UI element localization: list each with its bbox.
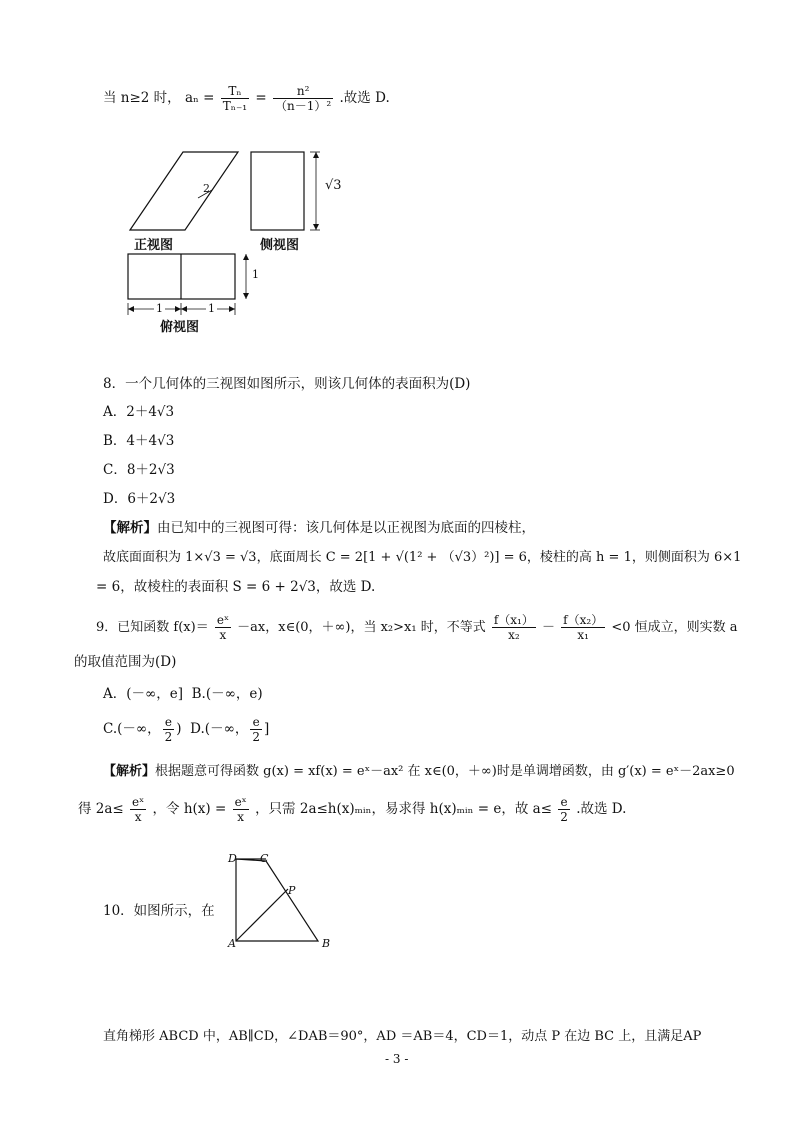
q8-option-d: D．6＋2√3 [103,491,176,507]
point-label-a: A [228,937,236,950]
q8-analysis-line2: 故底面面积为 1×√3 = √3，底面周长 C = 2[1 + √(1² + （√3）²)] = 6，棱柱的高 h = 1，则侧面积为 6×1 [103,550,742,565]
q10-stem-line2: 直角梯形 ABCD 中，AB∥CD，∠DAB＝90°，AD ＝AB＝4，CD＝1，动点 P 在边 BC 上，且满足AP [103,1029,702,1044]
trapezoid-figure [228,855,331,955]
q9-option-a: A．(－∞，e] [103,686,184,702]
q9-analysis-line2: 得 2a≤ $\frac{\text{eˣ}}{x}$ ，令 h(x) = $\frac{\text{eˣ}}{x}$ ，只需 2a≤h(x)ₘᵢₙ，易求得 h(x)ₘᵢₙ = e，故 a≤ $\frac{e}{2}$ .故选 D. [78,795,627,824]
top-dim-height: 1 [252,268,259,281]
q9-analysis-line1: 【解析】根据题意可得函数 g(x) = xf(x) = eˣ－ax² 在 x∈(0，＋∞)时是单调增函数，由 g′(x) = eˣ－2ax≥0 [103,764,735,779]
line-an-formula: 当 n≥2 时， aₙ = $\frac{\text{Tₙ}}{\text{Tₙ₋₁}}$ = $\frac{\text{n²}}{\text{（n－1）²}}$ .故选 D. [103,84,390,113]
fraction-t: $\frac{\text{Tₙ}}{\text{Tₙ₋₁}}$ [222,84,248,113]
q9-options-cd: C.(－∞， $\frac{e}{2}$ ) D.(－∞， $\frac{e}{2}$ ] [103,715,270,744]
line1-an: aₙ = [184,90,215,106]
side-view-label: 侧视图 [260,238,300,253]
top-view-label: 俯视图 [160,320,200,335]
point-label-b: B [322,937,331,950]
q9-stem-line1: 9．已知函数 f(x)＝ $\frac{\text{eˣ}}{x}$ －ax，x∈(0，＋∞)，当 x₂>x₁ 时，不等式 $\frac{\text{f（x₁）}}{\text{x₂}}$ － $\frac{\text{f（x₂）}}{\text{x₁}}$ <0 恒成立，则实数 a [96,613,738,642]
line1-prefix: 当 n≥2 时， [103,90,181,106]
q9-option-c: C.(－∞， [103,721,161,737]
point-label-d: D [228,852,237,865]
q8-option-b: B．4＋4√3 [103,433,175,449]
q10-stem-line1: 10．如图所示，在 [103,903,215,919]
page-number: - 3 - [385,1052,409,1066]
q8-option-a: A．2＋4√3 [103,404,175,420]
side-view-rect [251,152,304,230]
q9-option-b: B.(－∞，e) [191,686,263,702]
q8-analysis-line3: = 6，故棱柱的表面积 S = 6 + 2√3，故选 D. [96,579,376,595]
q9-stem-line2: 的取值范围为(D) [74,654,177,670]
q8-stem: 8．一个几何体的三视图如图所示，则该几何体的表面积为(D) [103,376,471,392]
q8-option-c: C．8＋2√3 [103,462,175,478]
top-dim-right: 1 [208,302,215,315]
front-view-label: 正视图 [134,238,174,253]
point-label-c: C [260,852,269,865]
side-dim-label: √3 [325,178,342,193]
front-slant-label: 2 [203,182,210,195]
fraction-n: $\frac{\text{n²}}{\text{（n－1）²}}$ [275,84,332,113]
point-label-p: P [288,884,296,897]
top-dim-left: 1 [156,302,163,315]
q8-analysis-line1: 【解析】由已知中的三视图可得：该几何体是以正视图为底面的四棱柱， [103,520,535,536]
q9-options-ab [103,684,263,704]
front-view-parallelogram [130,152,238,230]
q9-option-d: D.(－∞， [190,721,249,737]
